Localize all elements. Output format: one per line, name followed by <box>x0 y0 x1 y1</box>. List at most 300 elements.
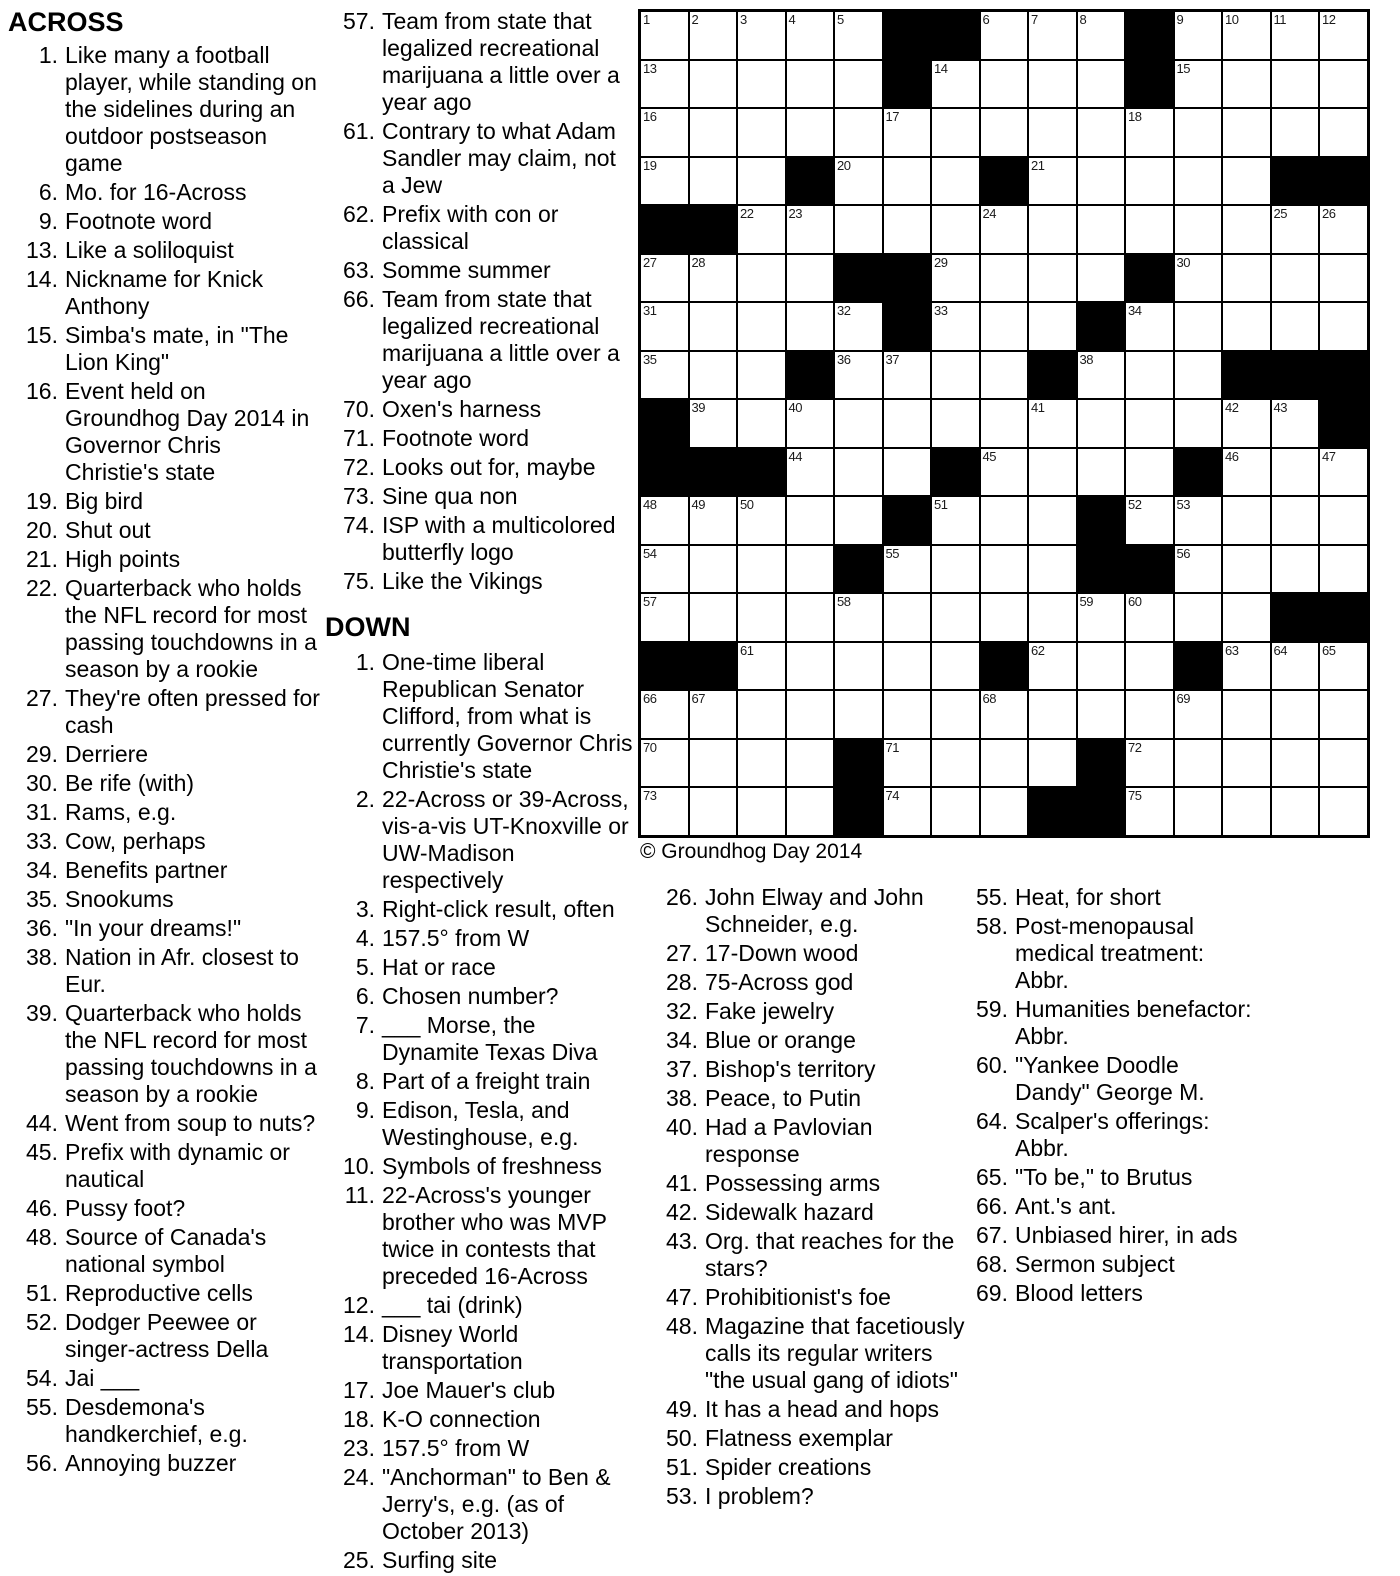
grid-cell[interactable] <box>884 206 931 253</box>
grid-cell[interactable] <box>1078 158 1125 205</box>
grid-cell[interactable] <box>884 546 931 593</box>
grid-cell[interactable] <box>1272 546 1319 593</box>
grid-cell[interactable] <box>835 206 882 253</box>
clue-text: Pussy foot? <box>65 1195 186 1221</box>
across-clue-16 <box>8 378 320 486</box>
grid-cell[interactable] <box>1175 740 1222 787</box>
across-clue-list-1 <box>8 42 320 1477</box>
grid-cell[interactable] <box>787 546 834 593</box>
grid-cell[interactable] <box>1320 12 1367 59</box>
grid-cell[interactable] <box>1175 61 1222 108</box>
grid-cell[interactable] <box>641 546 688 593</box>
cell-number: 5 <box>837 12 844 27</box>
grid-cell[interactable] <box>1175 352 1222 399</box>
grid-cell[interactable] <box>641 12 688 59</box>
grid-cell[interactable] <box>1029 61 1076 108</box>
grid-cell[interactable] <box>738 740 785 787</box>
grid-cell[interactable] <box>1126 740 1173 787</box>
clue-number: 48. <box>26 1224 58 1250</box>
grid-cell-black <box>1223 352 1270 399</box>
grid-cell[interactable] <box>1272 12 1319 59</box>
grid-cell[interactable] <box>641 691 688 738</box>
clue-number: 67. <box>976 1222 1008 1248</box>
grid-cell[interactable] <box>1029 740 1076 787</box>
grid-cell[interactable] <box>1029 12 1076 59</box>
down-clue-59 <box>958 996 1258 1050</box>
grid-cell[interactable] <box>1175 400 1222 447</box>
grid-cell[interactable] <box>1078 594 1125 641</box>
grid-cell[interactable] <box>1272 206 1319 253</box>
grid-cell[interactable] <box>1272 788 1319 835</box>
grid-cell[interactable] <box>690 691 737 738</box>
grid-cell[interactable] <box>1126 449 1173 496</box>
grid-cell[interactable] <box>884 740 931 787</box>
clue-number: 68. <box>976 1251 1008 1277</box>
grid-cell[interactable] <box>835 449 882 496</box>
grid-cell[interactable] <box>787 594 834 641</box>
grid-cell[interactable] <box>1029 303 1076 350</box>
clue-number: 47. <box>666 1284 698 1310</box>
grid-cell[interactable] <box>932 788 979 835</box>
clue-text: "To be," to Brutus <box>1015 1164 1193 1190</box>
grid-cell[interactable] <box>738 109 785 156</box>
down-clue-11 <box>325 1182 633 1290</box>
clue-number: 15. <box>26 322 58 348</box>
clue-number: 28. <box>666 969 698 995</box>
grid-cell[interactable] <box>835 109 882 156</box>
clue-number: 29. <box>26 741 58 767</box>
grid-cell[interactable] <box>1223 449 1270 496</box>
cell-number: 18 <box>1128 109 1142 124</box>
grid-cell[interactable] <box>1078 400 1125 447</box>
across-clue-54 <box>8 1365 320 1392</box>
grid-cell[interactable] <box>787 109 834 156</box>
grid-cell[interactable] <box>932 643 979 690</box>
grid-cell[interactable] <box>1223 691 1270 738</box>
grid-cell[interactable] <box>884 643 931 690</box>
down-clue-42 <box>648 1199 966 1226</box>
grid-cell[interactable] <box>1175 12 1222 59</box>
grid-cell[interactable] <box>1223 12 1270 59</box>
grid-cell[interactable] <box>641 788 688 835</box>
grid-cell[interactable] <box>981 61 1028 108</box>
grid-cell[interactable] <box>690 594 737 641</box>
grid-cell[interactable] <box>981 497 1028 544</box>
grid-cell[interactable] <box>1175 255 1222 302</box>
grid-cell[interactable] <box>1320 255 1367 302</box>
grid-cell[interactable] <box>835 400 882 447</box>
grid-cell[interactable] <box>981 206 1028 253</box>
across-clue-39 <box>8 1000 320 1108</box>
cell-number: 54 <box>643 545 657 561</box>
grid-cell[interactable] <box>787 449 834 496</box>
grid-cell[interactable] <box>1320 303 1367 350</box>
grid-cell[interactable] <box>835 61 882 108</box>
grid-cell[interactable] <box>1175 691 1222 738</box>
cell-number: 36 <box>837 351 851 367</box>
grid-cell[interactable] <box>1029 594 1076 641</box>
grid-cell[interactable] <box>1223 109 1270 156</box>
grid-cell[interactable] <box>1078 352 1125 399</box>
grid-cell[interactable] <box>1126 352 1173 399</box>
grid-cell[interactable] <box>981 400 1028 447</box>
grid-cell[interactable] <box>1029 109 1076 156</box>
clue-number: 14. <box>343 1321 375 1347</box>
grid-cell[interactable] <box>1223 158 1270 205</box>
grid-cell[interactable] <box>1223 400 1270 447</box>
clue-number: 33. <box>26 828 58 854</box>
across-clue-27 <box>8 685 320 739</box>
grid-cell[interactable] <box>932 109 979 156</box>
clue-text: John Elway and John Schneider, e.g. <box>705 884 924 937</box>
grid-cell[interactable] <box>1029 546 1076 593</box>
grid-cell[interactable] <box>690 546 737 593</box>
grid-cell[interactable] <box>1126 643 1173 690</box>
grid-cell[interactable] <box>738 546 785 593</box>
grid-cell[interactable] <box>1272 691 1319 738</box>
grid-cell[interactable] <box>1126 206 1173 253</box>
grid-cell[interactable] <box>981 788 1028 835</box>
grid-cell[interactable] <box>738 400 785 447</box>
grid-cell[interactable] <box>1078 109 1125 156</box>
clue-number: 65. <box>976 1164 1008 1190</box>
cell-number: 15 <box>1176 60 1190 76</box>
clue-number: 57. <box>343 8 375 34</box>
grid-cell[interactable] <box>1029 400 1076 447</box>
grid-cell[interactable] <box>932 255 979 302</box>
grid-cell[interactable] <box>690 497 737 544</box>
cell-number: 70 <box>643 739 657 755</box>
grid-cell[interactable] <box>1272 61 1319 108</box>
grid-cell[interactable] <box>1029 449 1076 496</box>
grid-cell-black <box>738 449 785 496</box>
grid-cell[interactable] <box>1175 788 1222 835</box>
grid-cell[interactable] <box>787 255 834 302</box>
grid-cell[interactable] <box>738 643 785 690</box>
cell-number: 65 <box>1322 642 1336 658</box>
grid-cell[interactable] <box>738 352 785 399</box>
grid-cell[interactable] <box>1223 303 1270 350</box>
grid-cell[interactable] <box>1272 497 1319 544</box>
grid-cell[interactable] <box>884 109 931 156</box>
grid-cell[interactable] <box>787 400 834 447</box>
grid-cell[interactable] <box>1126 497 1173 544</box>
grid-cell[interactable] <box>1320 546 1367 593</box>
cell-number: 1 <box>643 12 650 27</box>
clue-text: Like the Vikings <box>382 568 543 594</box>
grid-cell[interactable] <box>981 109 1028 156</box>
grid-cell[interactable] <box>690 158 737 205</box>
grid-cell[interactable] <box>1223 740 1270 787</box>
grid-cell[interactable] <box>1078 61 1125 108</box>
grid-cell[interactable] <box>981 449 1028 496</box>
grid-cell[interactable] <box>1029 691 1076 738</box>
grid-cell[interactable] <box>641 109 688 156</box>
cell-number: 21 <box>1031 157 1045 173</box>
grid-cell[interactable] <box>738 594 785 641</box>
grid-cell[interactable] <box>690 303 737 350</box>
cell-number: 34 <box>1128 303 1142 318</box>
clue-number: 5. <box>355 954 375 980</box>
grid-cell[interactable] <box>932 61 979 108</box>
cell-number: 31 <box>643 303 657 318</box>
grid-cell[interactable] <box>738 12 785 59</box>
grid-cell[interactable] <box>1320 497 1367 544</box>
grid-cell-black <box>1078 497 1125 544</box>
grid-cell[interactable] <box>884 691 931 738</box>
grid-cell[interactable] <box>738 303 785 350</box>
cell-number: 48 <box>643 497 657 512</box>
clue-number: 18. <box>343 1406 375 1432</box>
clue-text: Blue or orange <box>705 1027 856 1053</box>
grid-cell[interactable] <box>932 546 979 593</box>
grid-cell[interactable] <box>981 352 1028 399</box>
grid-cell[interactable] <box>981 691 1028 738</box>
grid-cell[interactable] <box>981 12 1028 59</box>
grid-cell[interactable] <box>932 303 979 350</box>
grid-cell[interactable] <box>1078 691 1125 738</box>
grid-cell[interactable] <box>1175 158 1222 205</box>
clue-number: 27. <box>26 685 58 711</box>
grid-cell[interactable] <box>1223 594 1270 641</box>
grid-cell[interactable] <box>641 497 688 544</box>
clue-text: Jai ___ <box>65 1365 140 1391</box>
grid-cell[interactable] <box>932 594 979 641</box>
grid-cell[interactable] <box>787 206 834 253</box>
cell-number: 72 <box>1128 739 1142 755</box>
grid-cell[interactable] <box>835 303 882 350</box>
grid-cell[interactable] <box>738 497 785 544</box>
grid-cell[interactable] <box>835 158 882 205</box>
grid-cell[interactable] <box>1320 643 1367 690</box>
grid-cell[interactable] <box>835 594 882 641</box>
clue-text: Went from soup to nuts? <box>65 1110 316 1136</box>
grid-cell[interactable] <box>1029 255 1076 302</box>
grid-cell[interactable] <box>641 303 688 350</box>
grid-cell[interactable] <box>738 691 785 738</box>
grid-cell[interactable] <box>1175 303 1222 350</box>
grid-cell[interactable] <box>738 158 785 205</box>
grid-cell[interactable] <box>884 158 931 205</box>
cell-number: 55 <box>885 545 899 561</box>
grid-cell[interactable] <box>641 594 688 641</box>
grid-cell[interactable] <box>787 497 834 544</box>
cell-number: 2 <box>691 12 699 27</box>
grid-cell-black <box>1078 546 1125 593</box>
grid-cell[interactable] <box>835 497 882 544</box>
grid-cell[interactable] <box>690 740 737 787</box>
grid-cell[interactable] <box>1320 740 1367 787</box>
grid-cell[interactable] <box>738 61 785 108</box>
grid-cell[interactable] <box>690 400 737 447</box>
clue-text: High points <box>65 546 181 572</box>
grid-cell[interactable] <box>932 206 979 253</box>
clue-number: 1. <box>38 42 58 68</box>
grid-cell[interactable] <box>690 788 737 835</box>
grid-cell[interactable] <box>787 643 834 690</box>
cell-number: 17 <box>885 109 899 124</box>
clue-text: Footnote word <box>382 425 530 451</box>
clue-text: 22-Across or 39-Across, vis-a-vis UT-Knoxville or UW-Madison respectively <box>382 786 629 893</box>
grid-cell[interactable] <box>1126 109 1173 156</box>
cell-number: 3 <box>740 12 747 27</box>
grid-cell[interactable] <box>884 788 931 835</box>
grid-cell[interactable] <box>932 158 979 205</box>
grid-cell[interactable] <box>1272 449 1319 496</box>
grid-cell[interactable] <box>1223 206 1270 253</box>
grid-cell[interactable] <box>641 352 688 399</box>
grid-cell[interactable] <box>1272 400 1319 447</box>
grid-cell[interactable] <box>641 740 688 787</box>
grid-cell[interactable] <box>1223 255 1270 302</box>
grid-cell[interactable] <box>1272 255 1319 302</box>
grid-cell[interactable] <box>738 206 785 253</box>
grid-cell[interactable] <box>835 352 882 399</box>
grid-cell[interactable] <box>932 400 979 447</box>
cell-number: 14 <box>934 60 948 76</box>
down-clue-51 <box>648 1454 966 1481</box>
grid-cell-black <box>1029 352 1076 399</box>
grid-cell[interactable] <box>738 255 785 302</box>
grid-cell-black <box>835 546 882 593</box>
grid-cell[interactable] <box>932 352 979 399</box>
cell-number: 39 <box>691 400 705 415</box>
grid-cell[interactable] <box>1078 449 1125 496</box>
cell-number: 13 <box>643 60 657 76</box>
clue-number: 70. <box>343 396 375 422</box>
grid-cell[interactable] <box>1320 206 1367 253</box>
grid-cell[interactable] <box>981 740 1028 787</box>
grid-cell[interactable] <box>884 594 931 641</box>
grid-cell[interactable] <box>1078 643 1125 690</box>
grid-cell-black <box>1126 546 1173 593</box>
grid-cell[interactable] <box>787 740 834 787</box>
across-clue-38 <box>8 944 320 998</box>
grid-cell[interactable] <box>690 61 737 108</box>
grid-cell[interactable] <box>1175 497 1222 544</box>
down-clue-55 <box>958 884 1258 911</box>
grid-cell-black <box>787 158 834 205</box>
across-clues-column <box>8 6 320 1479</box>
grid-cell[interactable] <box>981 594 1028 641</box>
grid-cell[interactable] <box>932 497 979 544</box>
clue-text: Sidewalk hazard <box>705 1199 874 1225</box>
grid-cell[interactable] <box>738 788 785 835</box>
across-clue-34 <box>8 857 320 884</box>
grid-cell[interactable] <box>1029 643 1076 690</box>
down-clue-23 <box>325 1435 633 1462</box>
clue-number: 1. <box>355 649 375 675</box>
clue-number: 38. <box>26 944 58 970</box>
grid-cell[interactable] <box>1320 109 1367 156</box>
grid-cell[interactable] <box>641 61 688 108</box>
grid-cell[interactable] <box>1029 497 1076 544</box>
grid-cell[interactable] <box>981 255 1028 302</box>
cell-number: 47 <box>1322 448 1336 464</box>
grid-cell[interactable] <box>1126 400 1173 447</box>
grid-cell-black <box>1126 61 1173 108</box>
grid-cell[interactable] <box>1272 643 1319 690</box>
grid-cell[interactable] <box>641 158 688 205</box>
grid-cell[interactable] <box>1175 594 1222 641</box>
grid-cell[interactable] <box>787 61 834 108</box>
grid-cell[interactable] <box>1029 158 1076 205</box>
cell-number: 7 <box>1031 12 1038 27</box>
grid-cell[interactable] <box>981 546 1028 593</box>
grid-cell[interactable] <box>1223 61 1270 108</box>
grid-cell[interactable] <box>835 643 882 690</box>
grid-cell[interactable] <box>884 352 931 399</box>
grid-cell[interactable] <box>1175 546 1222 593</box>
grid-cell[interactable] <box>1175 206 1222 253</box>
grid-cell[interactable] <box>1223 546 1270 593</box>
grid-cell[interactable] <box>1223 497 1270 544</box>
grid-cell[interactable] <box>690 352 737 399</box>
grid-cell[interactable] <box>1320 449 1367 496</box>
grid-cell[interactable] <box>690 255 737 302</box>
clue-text: Simba's mate, in "The Lion King" <box>65 322 289 375</box>
grid-cell[interactable] <box>1272 303 1319 350</box>
grid-cell[interactable] <box>690 109 737 156</box>
grid-cell[interactable] <box>1320 691 1367 738</box>
grid-cell[interactable] <box>1223 643 1270 690</box>
grid-cell[interactable] <box>981 303 1028 350</box>
grid-cell[interactable] <box>1126 691 1173 738</box>
grid-cell-black <box>1320 594 1367 641</box>
grid-cell[interactable] <box>787 12 834 59</box>
grid-cell[interactable] <box>690 12 737 59</box>
grid-cell[interactable] <box>1320 788 1367 835</box>
grid-cell[interactable] <box>1175 109 1222 156</box>
grid-cell[interactable] <box>1126 788 1173 835</box>
grid-cell[interactable] <box>1320 61 1367 108</box>
grid-cell[interactable] <box>1126 594 1173 641</box>
grid-cell[interactable] <box>1029 206 1076 253</box>
grid-cell[interactable] <box>1223 788 1270 835</box>
grid-cell[interactable] <box>884 400 931 447</box>
cell-number: 50 <box>740 497 754 512</box>
grid-cell[interactable] <box>787 303 834 350</box>
grid-cell[interactable] <box>787 788 834 835</box>
down-clues-column-3 <box>958 884 1258 1309</box>
grid-cell[interactable] <box>1078 12 1125 59</box>
grid-cell[interactable] <box>835 691 882 738</box>
down-clue-60 <box>958 1052 1258 1106</box>
grid-cell[interactable] <box>932 691 979 738</box>
grid-cell[interactable] <box>1126 158 1173 205</box>
grid-cell[interactable] <box>1272 109 1319 156</box>
cell-number: 32 <box>837 303 851 318</box>
grid-cell[interactable] <box>835 12 882 59</box>
grid-cell[interactable] <box>1078 206 1125 253</box>
grid-cell[interactable] <box>1078 255 1125 302</box>
grid-cell[interactable] <box>1126 303 1173 350</box>
cell-number: 24 <box>982 206 996 221</box>
clue-text: Joe Mauer's club <box>382 1377 556 1403</box>
grid-cell[interactable] <box>884 449 931 496</box>
grid-cell-black <box>1272 352 1319 399</box>
grid-cell[interactable] <box>932 740 979 787</box>
clue-text: Quarterback who holds the NFL record for most passing touchdowns in a season by a rookie <box>65 575 317 682</box>
grid-cell[interactable] <box>641 255 688 302</box>
cell-number: 64 <box>1273 642 1287 658</box>
grid-cell[interactable] <box>787 691 834 738</box>
grid-cell[interactable] <box>1272 740 1319 787</box>
clue-text: Nation in Afr. closest to Eur. <box>65 944 299 997</box>
clue-number: 39. <box>26 1000 58 1026</box>
down-clue-41 <box>648 1170 966 1197</box>
clue-text: Spider creations <box>705 1454 872 1480</box>
